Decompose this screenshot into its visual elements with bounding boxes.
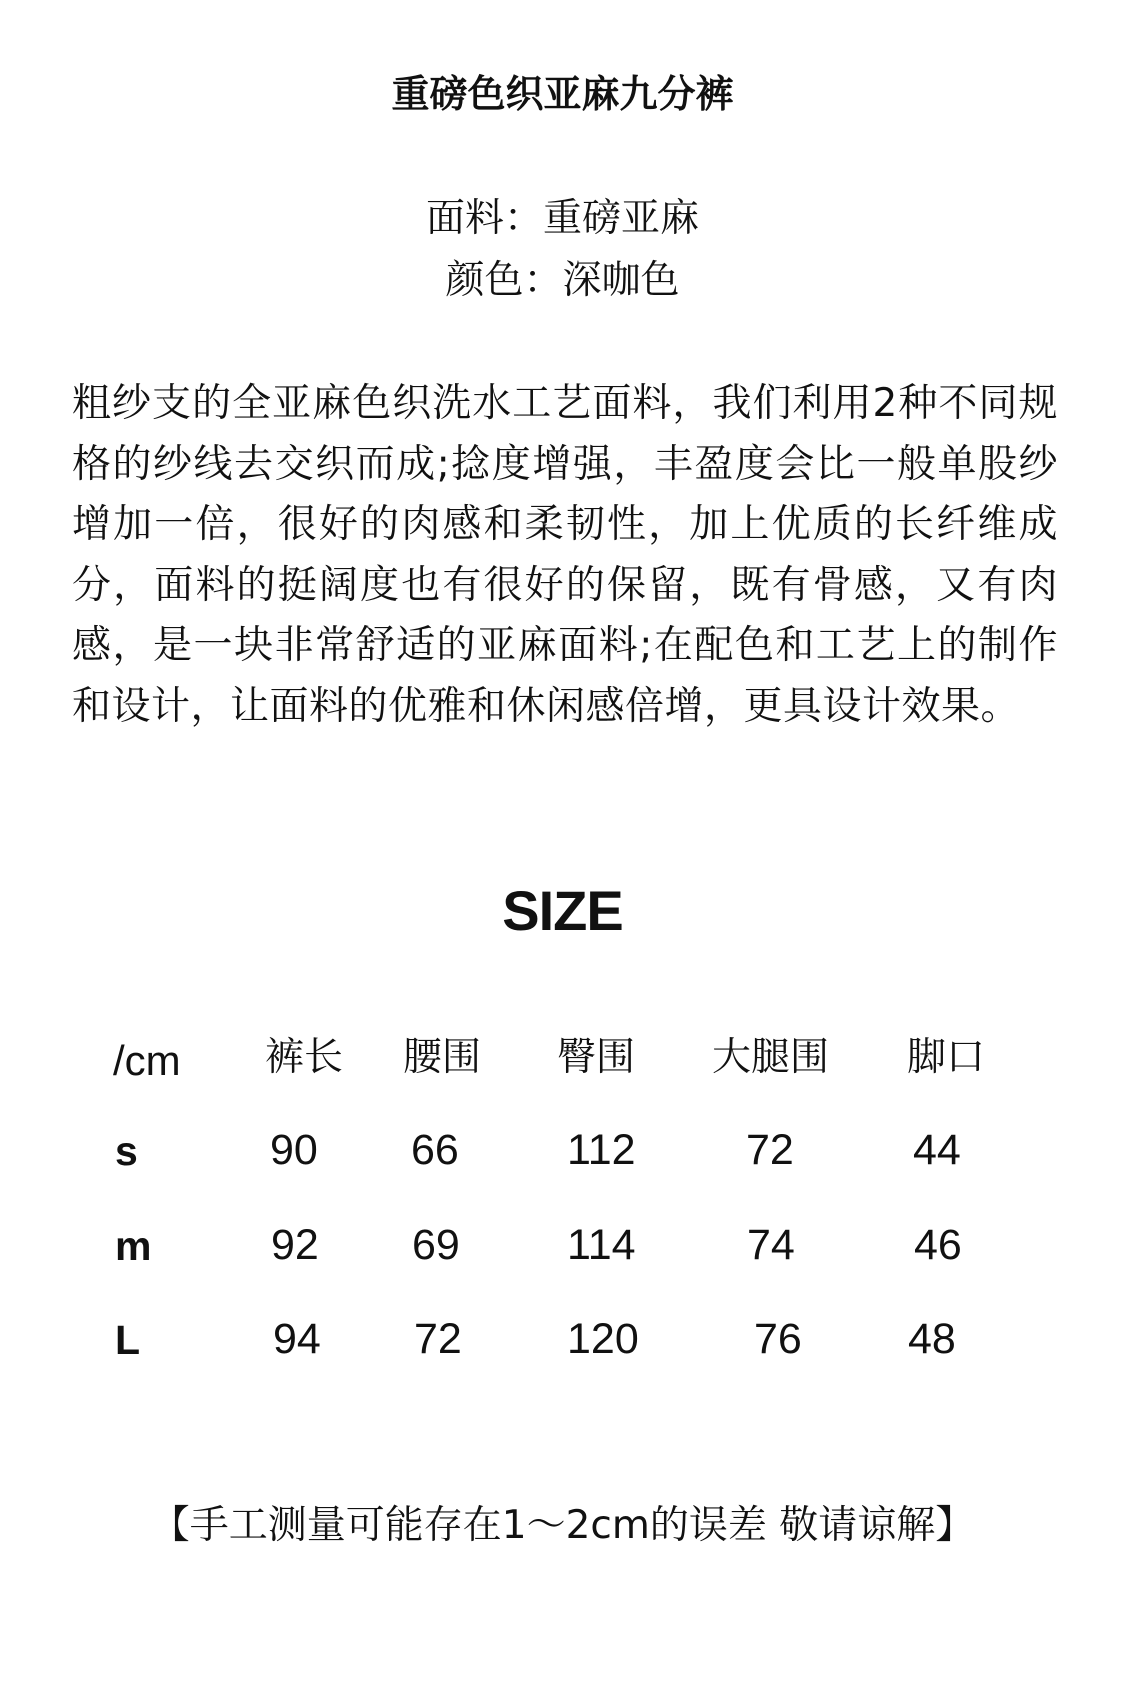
fabric-line: 面料：重磅亚麻 [425,196,699,241]
table-cell: 69 [412,1221,460,1269]
table-cell: 76 [754,1315,802,1363]
table-cell: 92 [271,1221,319,1269]
unit-label: /cm [113,1037,181,1084]
size-label: m [115,1223,152,1269]
table-cell: 112 [567,1126,636,1174]
column-header: 脚口 [907,1035,986,1080]
product-description: 粗纱支的全亚麻色织洗水工艺面料，我们利用2种不同规格的纱线去交织而成;捻度增强，丰盈度会比一般单股纱增加一倍，很好的肉感和柔韧性，加上优质的长纤维成分，面料的挺阔度也有很好的保留，既有骨感，又有肉感，是一块非常舒适的亚麻面料;在配色和工艺上的制作和设计，让面料的优雅和休闲感倍增，更具设计效果。 [72,381,1058,729]
table-cell: 114 [567,1221,636,1269]
table-cell: 94 [273,1315,321,1363]
column-header: 裤长 [265,1035,344,1080]
column-header: 大腿围 [712,1035,830,1080]
color-line: 颜色：深咖色 [445,258,680,303]
table-cell: 74 [747,1221,795,1269]
column-header: 臀围 [557,1035,636,1080]
measurement-note: 【手工测量可能存在1～2cm的误差 敬请谅解】 [150,1503,975,1548]
table-cell: 48 [908,1315,956,1363]
table-cell: 72 [746,1126,794,1174]
table-cell: 120 [567,1315,639,1363]
table-cell: 66 [411,1126,459,1174]
column-header: 腰围 [403,1035,482,1080]
table-cell: 44 [913,1126,961,1174]
table-cell: 46 [914,1221,962,1269]
product-title: 重磅色织亚麻九分裤 [391,72,734,116]
size-label: s [115,1128,138,1174]
size-heading: SIZE [502,879,623,942]
table-cell: 72 [414,1315,462,1363]
table-cell: 90 [270,1126,318,1174]
size-label: L [115,1317,141,1363]
